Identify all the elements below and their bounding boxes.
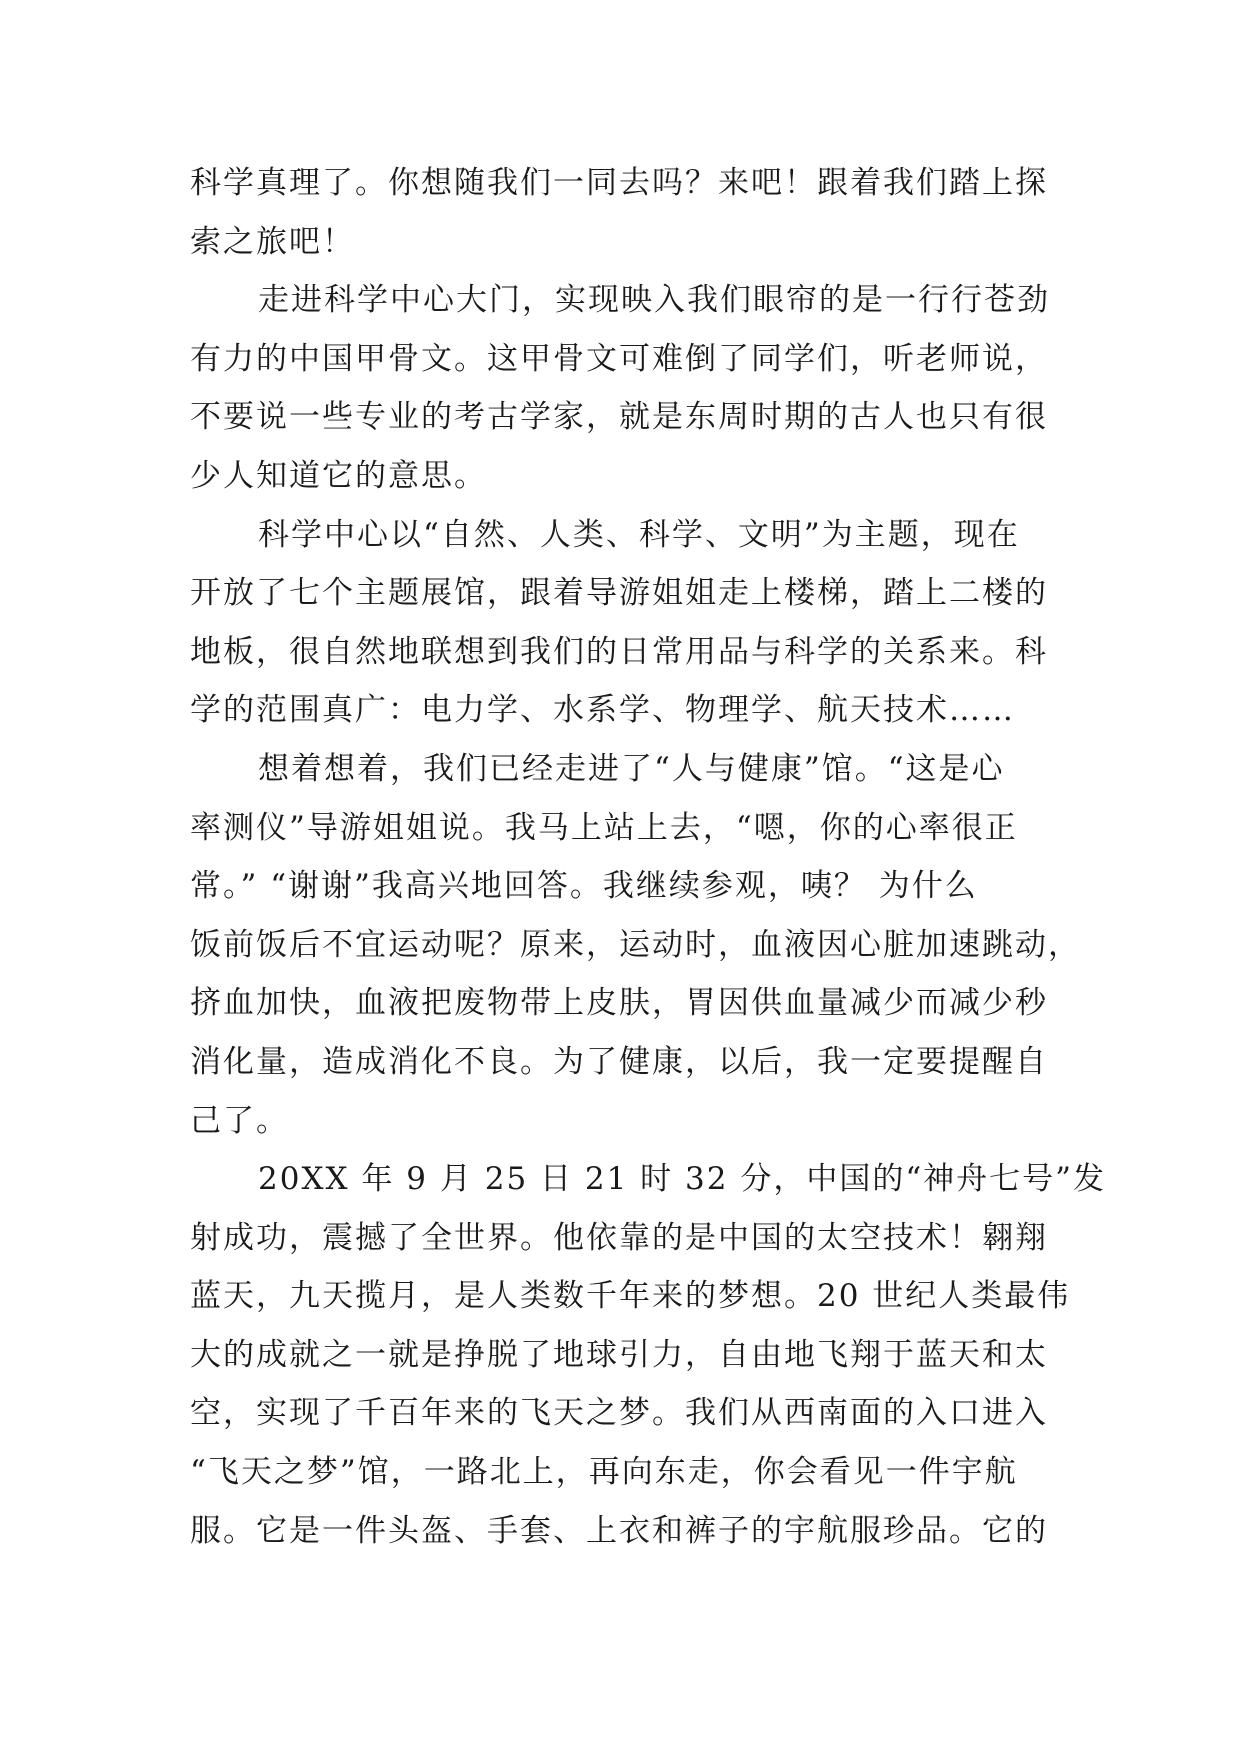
- text-line: 饭前饭后不宜运动呢？原来，运动时，血液因心脏加速跳动，: [190, 926, 1081, 963]
- text-line: 蓝天，九天揽月，是人类数千年来的梦想。20 世纪人类最伟: [190, 1278, 1071, 1315]
- paragraph-first-line: 科学中心以“自然、人类、科学、文明”为主题，现在: [258, 516, 1020, 553]
- text-line: 学的范围真广：电力学、水系学、物理学、航天技术……: [190, 692, 1015, 729]
- text-line: 少人知道它的意思。: [190, 457, 487, 494]
- text-line: 科学真理了。你想随我们一同去吗？来吧！跟着我们踏上探: [190, 165, 1048, 201]
- text-line: 有力的中国甲骨文。这甲骨文可难倒了同学们，听老师说，: [190, 340, 1048, 377]
- text-line: 空，实现了千百年来的飞天之梦。我们从西南面的入口进入: [190, 1395, 1048, 1432]
- text-line: “飞天之梦”馆，一路北上，再向东走，你会看见一件宇航: [190, 1454, 1018, 1491]
- text-line: 消化量，造成消化不良。为了健康，以后，我一定要提醒自: [190, 1043, 1048, 1080]
- text-line: 挤血加快，血液把废物带上皮肤，胃因供血量减少而减少秒: [190, 985, 1048, 1022]
- text-line: 射成功，震撼了全世界。他依靠的是中国的太空技术！翱翔: [190, 1219, 1048, 1256]
- text-line: 地板，很自然地联想到我们的日常用品与科学的关系来。科: [190, 633, 1048, 670]
- text-line: 索之旅吧！: [190, 223, 355, 260]
- paragraph-first-line: 想着想着，我们已经走进了“人与健康”馆。“这是心: [258, 750, 1005, 787]
- paragraph-first-line: 走进科学中心大门，实现映入我们眼帘的是一行行苍劲: [258, 282, 1050, 319]
- text-line: 开放了七个主题展馆，跟着导游姐姐走上楼梯，踏上二楼的: [190, 575, 1048, 612]
- text-line: 服。它是一件头盔、手套、上衣和裤子的宇航服珍品。它的: [190, 1512, 1048, 1549]
- text-line: 大的成就之一就是挣脱了地球引力，自由地飞翔于蓝天和太: [190, 1336, 1048, 1373]
- paragraph-first-line: 20XX 年 9 月 25 日 21 时 32 分，中国的“神舟七号”发: [258, 1161, 1107, 1198]
- text-line: 常。” “谢谢”我高兴地回答。我继续参观，咦？ 为什么: [190, 868, 978, 905]
- text-line: 己了。: [190, 1102, 289, 1139]
- text-line: 率测仪”导游姐姐说。我马上站上去，“嗯，你的心率很正: [190, 809, 1018, 846]
- body-text: [190, 154, 1107, 1560]
- text-line: 不要说一些专业的考古学家，就是东周时期的古人也只有很: [190, 399, 1048, 436]
